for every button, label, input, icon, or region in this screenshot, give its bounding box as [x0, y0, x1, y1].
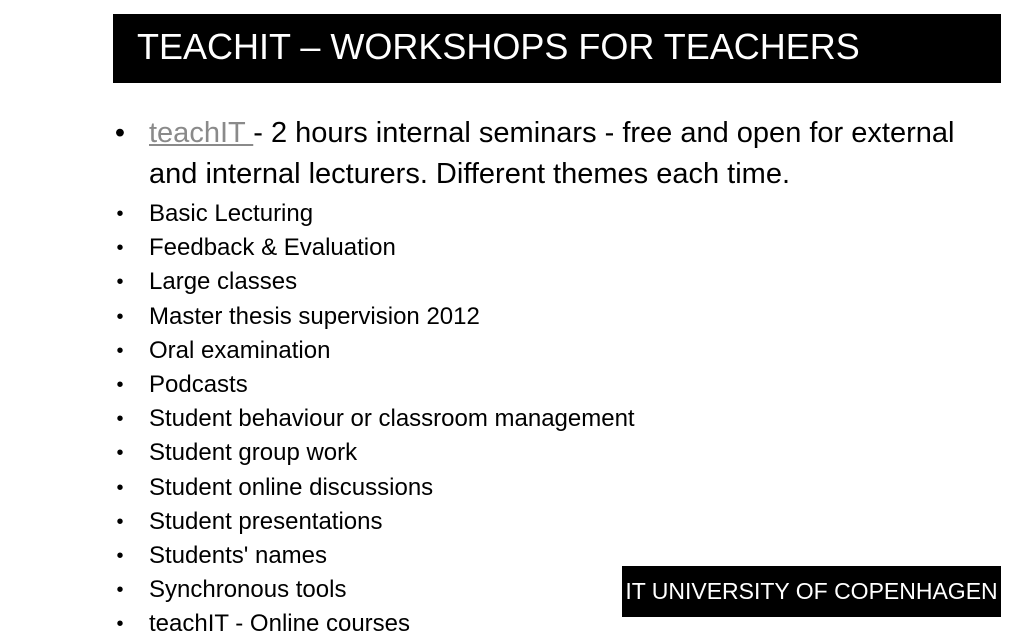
- list-item-label: Master thesis supervision 2012: [149, 302, 480, 330]
- bullet-icon: •: [116, 408, 124, 431]
- list-item: [110, 368, 990, 402]
- bullet-icon: •: [116, 203, 124, 225]
- bullet-icon: •: [114, 117, 126, 149]
- list-item: [110, 334, 990, 368]
- bullet-icon: •: [116, 374, 124, 397]
- list-item-label: Student online discussions: [149, 473, 434, 501]
- slide-title: TEACHIT – WORKSHOPS FOR TEACHERS: [137, 26, 860, 67]
- university-name: IT UNIVERSITY OF COPENHAGEN: [625, 578, 998, 604]
- bullet-icon: •: [116, 339, 124, 362]
- list-item: [110, 436, 990, 470]
- list-item: [110, 197, 990, 231]
- bullet-icon: •: [116, 271, 124, 294]
- list-item-label: Oral examination: [149, 336, 331, 364]
- list-item-label: Student group work: [149, 439, 358, 467]
- list-item-label: Feedback & Evaluation: [149, 234, 396, 262]
- list-item-label: Basic Lecturing: [149, 200, 314, 227]
- list-item-label: Student behaviour or classroom management: [149, 405, 635, 433]
- slide-content: [110, 113, 990, 642]
- list-item: [110, 265, 990, 299]
- bullet-icon: •: [116, 579, 124, 602]
- bullet-icon: •: [116, 510, 124, 533]
- bullet-icon: •: [116, 476, 124, 499]
- list-item-label: Large classes: [149, 268, 298, 296]
- list-item-label: Synchronous tools: [149, 576, 347, 604]
- lead-bullet: [110, 113, 990, 195]
- title-bar: [113, 14, 1001, 83]
- list-item: [110, 505, 990, 539]
- list-item-label: Podcasts: [149, 371, 248, 399]
- bullet-icon: •: [116, 305, 124, 328]
- teachit-link[interactable]: teachIT: [149, 117, 254, 149]
- list-item-label: teachIT - Online courses: [149, 610, 411, 638]
- list-item: [110, 300, 990, 334]
- lead-text: - 2 hours internal seminars - free and open for external and internal lecturers. Different themes each time.: [149, 117, 955, 190]
- list-item: [110, 471, 990, 505]
- university-badge: [622, 566, 1001, 617]
- bullet-icon: •: [116, 442, 124, 465]
- bullet-icon: •: [116, 545, 124, 568]
- list-item-label: Students' names: [149, 542, 328, 570]
- list-item: [110, 402, 990, 436]
- list-item: [110, 231, 990, 265]
- list-item-label: Student presentations: [149, 507, 383, 535]
- bullet-icon: •: [116, 613, 124, 636]
- bullet-icon: •: [116, 237, 124, 260]
